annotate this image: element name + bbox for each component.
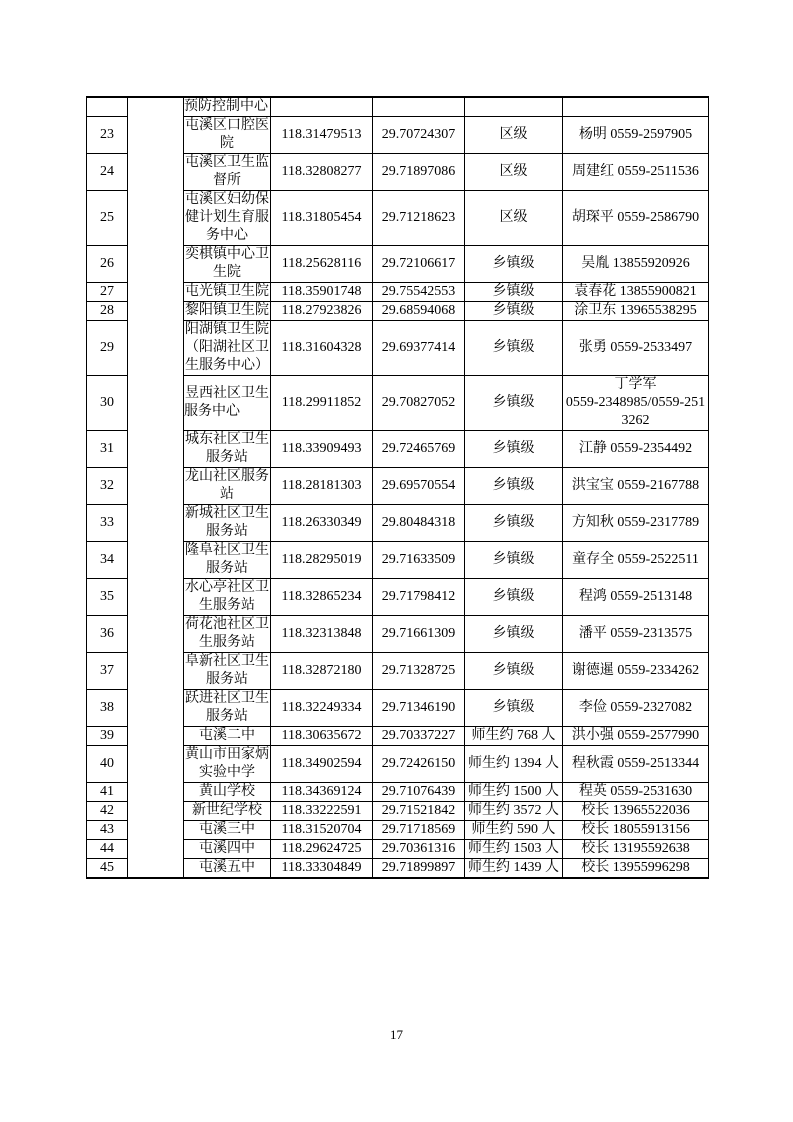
longitude-cell: 118.32872180 (271, 653, 373, 690)
contact-cell: 校长 13955996298 (563, 859, 709, 879)
row-number-cell: 35 (87, 579, 128, 616)
row-number-cell: 41 (87, 783, 128, 802)
unit-name-cell: 奕棋镇中心卫生院 (184, 246, 271, 283)
unit-name-cell: 屯溪区妇幼保健计划生育服务中心 (184, 191, 271, 246)
longitude-cell: 118.31479513 (271, 117, 373, 154)
row-number-cell: 28 (87, 302, 128, 321)
latitude-cell: 29.70827052 (373, 376, 465, 431)
latitude-cell: 29.70724307 (373, 117, 465, 154)
level-cell: 师生约 3572 人 (465, 802, 563, 821)
level-cell: 乡镇级 (465, 542, 563, 579)
contact-cell: 潘平 0559-2313575 (563, 616, 709, 653)
row-number-cell: 29 (87, 321, 128, 376)
table-row (87, 97, 709, 117)
level-cell: 乡镇级 (465, 376, 563, 431)
longitude-cell: 118.31805454 (271, 191, 373, 246)
unit-name-cell: 屯溪区口腔医院 (184, 117, 271, 154)
row-number-cell: 36 (87, 616, 128, 653)
latitude-cell: 29.80484318 (373, 505, 465, 542)
contact-cell: 周建红 0559-2511536 (563, 154, 709, 191)
latitude-cell: 29.71899897 (373, 859, 465, 879)
category-cell (128, 97, 184, 878)
longitude-cell: 118.35901748 (271, 283, 373, 302)
latitude-cell: 29.72465769 (373, 431, 465, 468)
contact-cell: 程秋霞 0559-2513344 (563, 746, 709, 783)
table-body (87, 97, 709, 878)
row-number-cell: 38 (87, 690, 128, 727)
contact-cell: 程鸿 0559-2513148 (563, 579, 709, 616)
unit-name-cell: 阳湖镇卫生院（阳湖社区卫生服务中心） (184, 321, 271, 376)
unit-name-cell: 新世纪学校 (184, 802, 271, 821)
level-cell: 乡镇级 (465, 246, 563, 283)
longitude-cell: 118.32313848 (271, 616, 373, 653)
unit-name-cell: 荷花池社区卫生服务站 (184, 616, 271, 653)
latitude-cell: 29.71346190 (373, 690, 465, 727)
level-cell: 乡镇级 (465, 431, 563, 468)
longitude-cell: 118.28295019 (271, 542, 373, 579)
contact-cell: 李俭 0559-2327082 (563, 690, 709, 727)
row-number-cell: 26 (87, 246, 128, 283)
contact-cell: 谢德暹 0559-2334262 (563, 653, 709, 690)
unit-name-cell: 阜新社区卫生服务站 (184, 653, 271, 690)
row-number-cell: 24 (87, 154, 128, 191)
latitude-cell: 29.69377414 (373, 321, 465, 376)
level-cell: 乡镇级 (465, 616, 563, 653)
level-cell: 乡镇级 (465, 505, 563, 542)
longitude-cell: 118.29911852 (271, 376, 373, 431)
unit-name-cell: 屯溪四中 (184, 840, 271, 859)
row-number-cell: 39 (87, 727, 128, 746)
unit-name-cell: 屯溪区卫生监督所 (184, 154, 271, 191)
contact-cell: 程英 0559-2531630 (563, 783, 709, 802)
longitude-cell: 118.31520704 (271, 821, 373, 840)
contact-cell: 洪小强 0559-2577990 (563, 727, 709, 746)
longitude-cell: 118.32249334 (271, 690, 373, 727)
longitude-cell: 118.32808277 (271, 154, 373, 191)
contact-cell: 方知秋 0559-2317789 (563, 505, 709, 542)
contact-cell: 校长 13965522036 (563, 802, 709, 821)
longitude-cell: 118.28181303 (271, 468, 373, 505)
contact-cell (563, 97, 709, 117)
latitude-cell: 29.69570554 (373, 468, 465, 505)
level-cell (465, 97, 563, 117)
longitude-cell: 118.29624725 (271, 840, 373, 859)
latitude-cell: 29.72106617 (373, 246, 465, 283)
contact-cell: 洪宝宝 0559-2167788 (563, 468, 709, 505)
latitude-cell: 29.71718569 (373, 821, 465, 840)
latitude-cell: 29.71798412 (373, 579, 465, 616)
facility-table (86, 96, 709, 879)
contact-cell: 袁春花 13855900821 (563, 283, 709, 302)
latitude-cell: 29.71328725 (373, 653, 465, 690)
row-number-cell: 37 (87, 653, 128, 690)
latitude-cell: 29.71218623 (373, 191, 465, 246)
unit-name-cell: 隆阜社区卫生服务站 (184, 542, 271, 579)
level-cell: 师生约 1394 人 (465, 746, 563, 783)
level-cell: 师生约 1500 人 (465, 783, 563, 802)
row-number-cell: 45 (87, 859, 128, 879)
unit-name-cell: 城东社区卫生服务站 (184, 431, 271, 468)
longitude-cell: 118.27923826 (271, 302, 373, 321)
latitude-cell: 29.71661309 (373, 616, 465, 653)
contact-cell: 张勇 0559-2533497 (563, 321, 709, 376)
row-number-cell: 25 (87, 191, 128, 246)
level-cell: 区级 (465, 154, 563, 191)
level-cell: 乡镇级 (465, 302, 563, 321)
level-cell: 乡镇级 (465, 653, 563, 690)
row-number-cell: 33 (87, 505, 128, 542)
unit-name-cell: 龙山社区服务站 (184, 468, 271, 505)
longitude-cell: 118.33304849 (271, 859, 373, 879)
level-cell: 乡镇级 (465, 468, 563, 505)
contact-cell: 丁学军 0559-2348985/0559-2513262 (563, 376, 709, 431)
row-number-cell: 30 (87, 376, 128, 431)
row-number-cell: 44 (87, 840, 128, 859)
contact-cell: 江静 0559-2354492 (563, 431, 709, 468)
level-cell: 师生约 1439 人 (465, 859, 563, 879)
row-number-cell: 32 (87, 468, 128, 505)
longitude-cell: 118.34369124 (271, 783, 373, 802)
longitude-cell: 118.25628116 (271, 246, 373, 283)
unit-name-cell: 昱西社区卫生服务中心 (184, 376, 271, 431)
longitude-cell: 118.32865234 (271, 579, 373, 616)
contact-cell: 吴胤 13855920926 (563, 246, 709, 283)
longitude-cell: 118.31604328 (271, 321, 373, 376)
contact-cell: 涂卫东 13965538295 (563, 302, 709, 321)
level-cell: 师生约 1503 人 (465, 840, 563, 859)
latitude-cell: 29.75542553 (373, 283, 465, 302)
longitude-cell (271, 97, 373, 117)
row-number-cell: 42 (87, 802, 128, 821)
level-cell: 师生约 590 人 (465, 821, 563, 840)
unit-name-cell: 屯光镇卫生院 (184, 283, 271, 302)
unit-name-cell: 黄山市田家炳实验中学 (184, 746, 271, 783)
row-number-cell: 27 (87, 283, 128, 302)
unit-name-cell: 黄山学校 (184, 783, 271, 802)
level-cell: 乡镇级 (465, 283, 563, 302)
longitude-cell: 118.33222591 (271, 802, 373, 821)
unit-name-cell: 屯溪五中 (184, 859, 271, 879)
unit-name-cell: 跃进社区卫生服务站 (184, 690, 271, 727)
level-cell: 乡镇级 (465, 690, 563, 727)
page-number: 17 (390, 1027, 403, 1042)
level-cell: 乡镇级 (465, 579, 563, 616)
level-cell: 区级 (465, 117, 563, 154)
level-cell: 师生约 768 人 (465, 727, 563, 746)
row-number-cell: 31 (87, 431, 128, 468)
contact-cell: 童存全 0559-2522511 (563, 542, 709, 579)
latitude-cell: 29.72426150 (373, 746, 465, 783)
longitude-cell: 118.33909493 (271, 431, 373, 468)
contact-cell: 杨明 0559-2597905 (563, 117, 709, 154)
latitude-cell: 29.71076439 (373, 783, 465, 802)
longitude-cell: 118.34902594 (271, 746, 373, 783)
contact-cell: 校长 13195592638 (563, 840, 709, 859)
level-cell: 区级 (465, 191, 563, 246)
row-number-cell (87, 97, 128, 117)
contact-cell: 校长 18055913156 (563, 821, 709, 840)
row-number-cell: 34 (87, 542, 128, 579)
latitude-cell: 29.70361316 (373, 840, 465, 859)
longitude-cell: 118.30635672 (271, 727, 373, 746)
unit-name-cell: 屯溪二中 (184, 727, 271, 746)
latitude-cell: 29.71897086 (373, 154, 465, 191)
latitude-cell: 29.71521842 (373, 802, 465, 821)
row-number-cell: 40 (87, 746, 128, 783)
latitude-cell: 29.70337227 (373, 727, 465, 746)
unit-name-cell: 新城社区卫生服务站 (184, 505, 271, 542)
unit-name-cell: 预防控制中心 (184, 97, 271, 117)
latitude-cell: 29.68594068 (373, 302, 465, 321)
contact-cell: 胡琛平 0559-2586790 (563, 191, 709, 246)
unit-name-cell: 屯溪三中 (184, 821, 271, 840)
level-cell: 乡镇级 (465, 321, 563, 376)
longitude-cell: 118.26330349 (271, 505, 373, 542)
unit-name-cell: 黎阳镇卫生院 (184, 302, 271, 321)
unit-name-cell: 水心亭社区卫生服务站 (184, 579, 271, 616)
latitude-cell: 29.71633509 (373, 542, 465, 579)
latitude-cell (373, 97, 465, 117)
row-number-cell: 43 (87, 821, 128, 840)
row-number-cell: 23 (87, 117, 128, 154)
